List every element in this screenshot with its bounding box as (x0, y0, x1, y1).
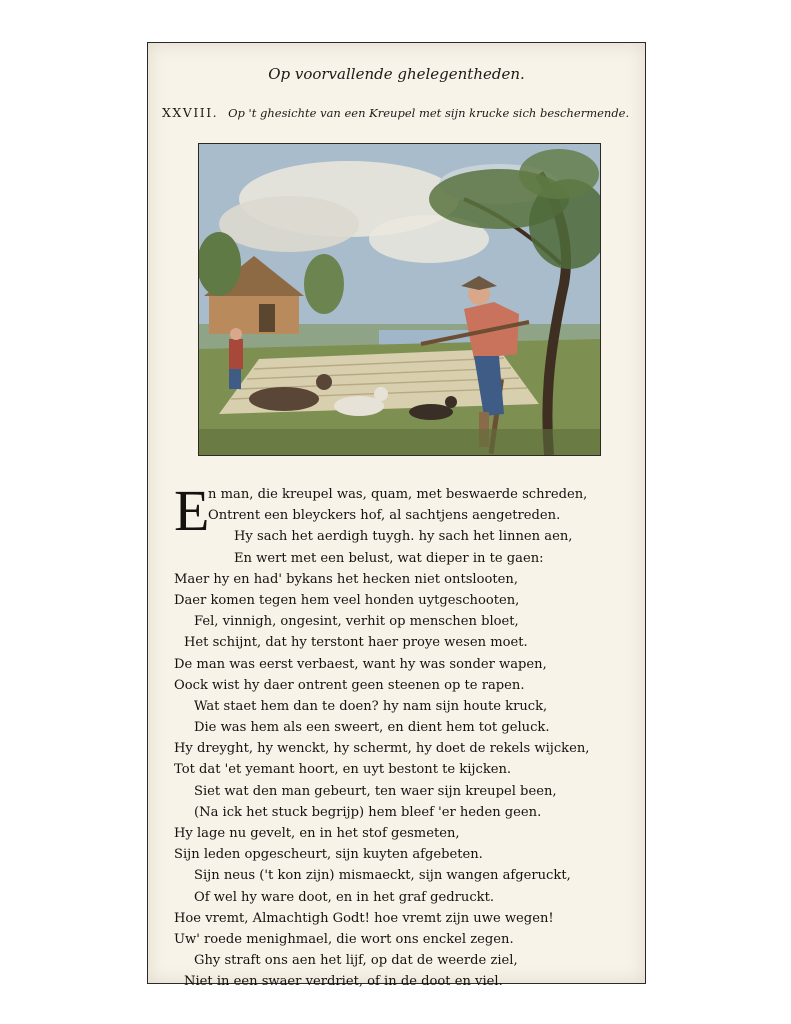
poem-line: Hy sach het aerdigh tuygh. hy sach het linnen aen, (234, 529, 573, 545)
poem-line: Of wel hy ware doot, en in het graf gedruckt. (194, 889, 495, 905)
poem-line: n man, die kreupel was, quam, met beswaerde schreden, (208, 487, 588, 502)
poem-line: Die was hem als een sweert, en dient hem tot geluck. (194, 720, 550, 736)
emblem-number: XXVIII. (162, 105, 219, 120)
poem-line: Het schijnt, dat hy terstont haer proye wesen moet. (184, 635, 528, 651)
poem-line: Ghy straft ons aen het lijf, op dat de weerde ziel, (194, 953, 518, 969)
poem-line: Ontrent een bleyckers hof, al sachtjens aengetreden. (208, 508, 561, 524)
poem-line: De man was eerst verbaest, want hy was sonder wapen, (174, 656, 547, 672)
poem-line: En wert met een belust, wat dieper in te gaen: (234, 550, 544, 566)
poem-line: Daer komen tegen hem veel honden uytgeschooten, (174, 592, 520, 608)
poem-text (174, 478, 634, 993)
engraving-illustration (198, 143, 601, 456)
engraving-scene (199, 144, 600, 455)
poem-line: Sijn leden opgescheurt, sijn kuyten afgebeten. (174, 847, 483, 863)
poem-line: Fel, vinnigh, ongesint, verhit op menschen bloet, (194, 614, 519, 630)
drop-cap: E (174, 478, 210, 543)
poem-line: Wat staet hem dan te doen? hy nam sijn houte kruck, (194, 698, 548, 714)
poem-line: (Na ick het stuck begrijp) hem bleef 'er heden geen. (194, 804, 542, 820)
emblem-heading (162, 105, 629, 120)
poem-line: Uw' roede menighmael, die wort ons enckel zegen. (174, 931, 514, 947)
poem-line: Maer hy en had' bykans het hecken niet ontslooten, (174, 571, 518, 587)
poem-line: Oock wist hy daer ontrent geen steenen op te rapen. (174, 677, 525, 693)
emblem-title: Op 't ghesichte van een Kreupel met sijn krucke sich beschermende. (228, 106, 630, 120)
poem-line: Siet wat den man gebeurt, ten waer sijn kreupel been, (194, 783, 557, 799)
poem-line: Sijn neus ('t kon zijn) mismaeckt, sijn wangen afgeruckt, (194, 868, 571, 884)
running-head: Op voorvallende ghelegentheden. (268, 65, 525, 83)
poem-line: Niet in een swaer verdriet, of in de doot en viel. (184, 974, 503, 990)
book-page (147, 42, 646, 990)
poem-line: Hy dreyght, hy wenckt, hy schermt, hy doet de rekels wijcken, (174, 741, 590, 757)
poem-line: Hoe vremt, Almachtigh Godt! hoe vremt zijn uwe wegen! (174, 910, 554, 926)
poem-line: Tot dat 'et yemant hoort, en uyt bestont te kijcken. (174, 762, 512, 778)
poem-line: Hy lage nu gevelt, en in het stof gesmeten, (174, 826, 460, 841)
